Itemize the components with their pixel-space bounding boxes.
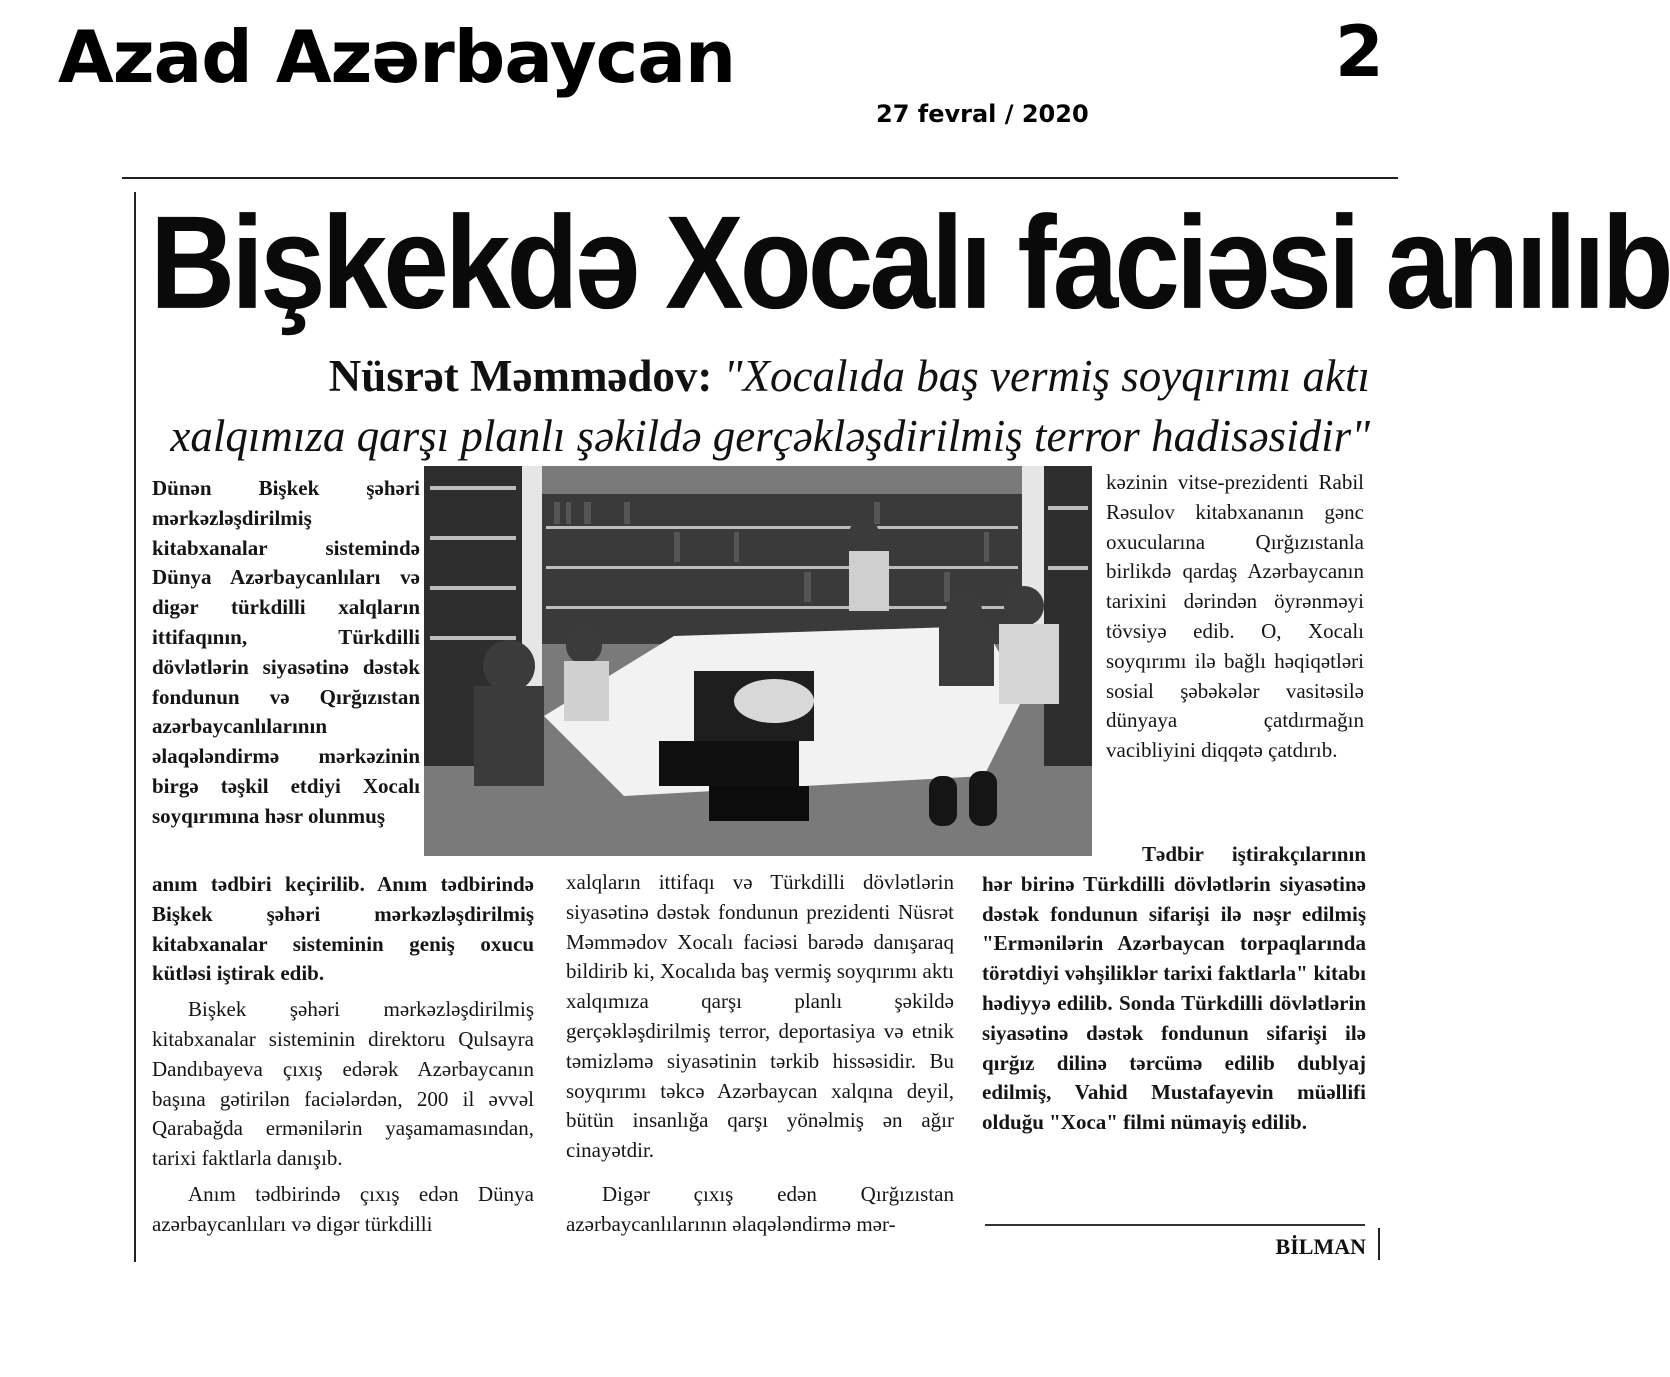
right-column-bottom — [982, 840, 1366, 1138]
right-column-top — [1106, 468, 1364, 766]
subhead-speaker: Nüsrət Məmmədov: — [328, 351, 713, 401]
paragraph-director: Bişkek şəhəri mərkəzləşdirilmiş kitabxanalar sisteminin direktoru Qulsayra Dandıbayeva çıxış edərək Azərbaycanın başına gətirilən faciələrdən, 200 il əvvəl Qarabağda ermənilərin yaşamamasından, tarixi faktlarla danışıb. — [152, 997, 534, 1171]
top-rule — [122, 177, 1398, 179]
paragraph-gifts-film: Tədbir iştirakçılarının hər birinə Türkdilli dövlətlərin siyasətinə dəstək fondunun sifarişi ilə nəşr edilmiş "Ermənilərin Azərbaycan torpaqlarında törətdiyi vəhşiliklər tarixi faktlarla" kitabı hədiyyə edilib. Sonda Türkdilli dövlətlərin siyasətinə dəstək fondunun sifarişi ilə qırğız dilinə tərcümə edilib dublyaj edilmiş, Vahid Mustafayevin müəllifi olduğu "Xoca" filmi nümayiş edilib. — [982, 842, 1366, 1135]
page-number: 2 — [1335, 11, 1384, 93]
lead-paragraph-top: Dünən Bişkek şəhəri mərkəzləşdirilmiş kitabxanalar sistemində Dünya Azərbaycanlıları və digər türkdilli xalqların ittifaqının, Türkdilli dövlətlərin siyasətinə dəstək fondunun və Qırğızıstan azərbaycanlılarının əlaqələndirmə mərkəzinin birgə təşkil etdiyi Xocalı soyqırımına həsr olunmuş — [152, 476, 420, 828]
subhead-quote: "Xocalıda baş vermiş soyqırımı aktı xalqımıza qarşı planlı şəkildə gerçəkləşdirilmiş terror hadisəsidir" — [170, 351, 1370, 461]
publication-name: Azad Azərbaycan — [58, 15, 736, 99]
paragraph-next-speaker: Digər çıxış edən Qırğızıstan azərbaycanlılarının əlaqələndirmə mər- — [566, 1181, 954, 1236]
byline-rule — [985, 1224, 1365, 1226]
article-subhead — [150, 346, 1370, 466]
photo-illustration — [424, 466, 1092, 856]
middle-column — [566, 868, 954, 1240]
article-headline: Bişkekdə Xocalı faciəsi anılıb — [150, 189, 1670, 337]
left-column — [152, 870, 534, 1240]
lead-column-top — [152, 474, 420, 832]
event-photo — [424, 466, 1092, 856]
paragraph-speaker-intro: Anım tədbirində çıxış edən Dünya azərbaycanlıları və digər türkdilli — [152, 1181, 534, 1236]
paragraph-mammadov-speech: xalqların ittifaqı və Türkdilli dövlətlərin siyasətinə dəstək fondunun prezidenti Nüsrət Məmmədov Xocalı faciəsi barədə danışaraq bildirib ki, Xocalıda baş vermiş soyqırımı aktı xalqımıza qarşı planlı şəkildə gerçəkləşdirilmiş terror, deportasiya və etnik təmizləmə siyasətinin tərkib hissəsidir. Bu soyqırımı təkcə Azərbaycan xalqına deyil, bütün insanlığa qarşı yönəlmiş ən ağır cinayətdir. — [566, 870, 954, 1163]
paragraph-rasulov: kəzinin vitse-prezidenti Rabil Rəsulov kitabxananın gənc oxucularına Qırğızıstanla birlikdə qardaş Azərbaycanın tarixini dərindən öyrənməyi tövsiyə edib. O, Xocalı soyqırımı ilə bağlı həqiqətləri sosial şəbəkələr vasitəsilə dünyaya çatdırmağın vacibliyini diqqətə çatdırıb. — [1106, 470, 1364, 763]
lead-paragraph-bottom: anım tədbiri keçirilib. Anım tədbirində Bişkek şəhəri mərkəzləşdirilmiş kitabxanalar sisteminin geniş oxucu kütləsi iştirak edib. — [152, 872, 534, 986]
issue-date: 27 fevral / 2020 — [876, 100, 1089, 128]
left-rule — [134, 192, 136, 1262]
right-rule — [1378, 1228, 1380, 1260]
byline: BİLMAN — [1275, 1234, 1366, 1259]
